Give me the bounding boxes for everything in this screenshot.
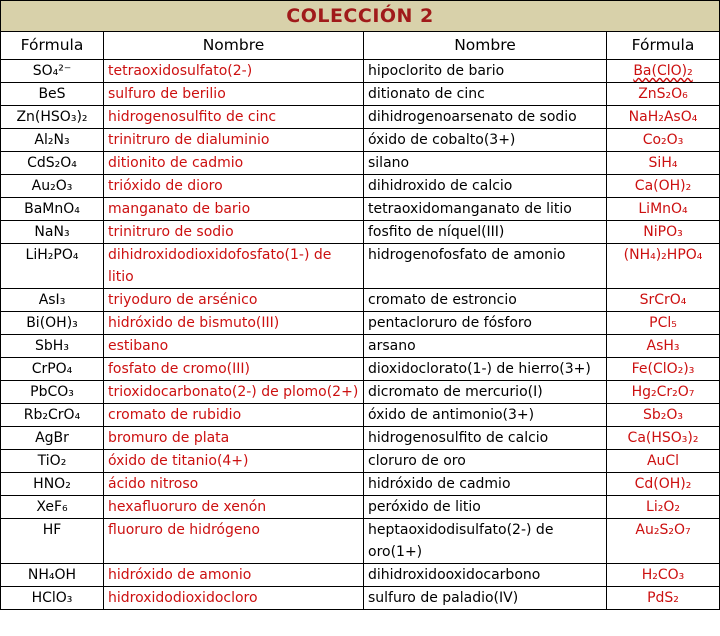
formula-cell bbox=[1, 496, 104, 519]
name-cell bbox=[364, 450, 607, 473]
formula-answer-cell-text: Cd(OH)₂ bbox=[634, 476, 692, 492]
formula-cell-text: Al₂N₃ bbox=[34, 132, 70, 148]
formula-cell bbox=[1, 244, 104, 289]
name-answer-cell bbox=[104, 427, 364, 450]
formula-cell bbox=[1, 129, 104, 152]
formula-answer-cell-text: Ca(HSO₃)₂ bbox=[627, 430, 699, 446]
name-answer-cell bbox=[104, 496, 364, 519]
formula-cell-text: Rb₂CrO₄ bbox=[23, 407, 81, 423]
name-answer-cell bbox=[104, 244, 364, 289]
formula-answer-cell bbox=[607, 564, 720, 587]
formula-cell bbox=[1, 381, 104, 404]
formula-cell bbox=[1, 152, 104, 175]
name-answer-cell-text: trióxido de dioro bbox=[108, 178, 223, 194]
formula-cell bbox=[1, 335, 104, 358]
name-cell-text: pentacloruro de fósforo bbox=[368, 315, 532, 331]
name-cell-text: hidróxido de cadmio bbox=[368, 476, 511, 492]
formula-cell-text: HClO₃ bbox=[31, 590, 73, 606]
name-answer-cell bbox=[104, 198, 364, 221]
formula-cell bbox=[1, 106, 104, 129]
name-cell-text: óxido de antimonio(3+) bbox=[368, 407, 535, 423]
formula-answer-cell-text: NaH₂AsO₄ bbox=[628, 109, 698, 125]
formula-answer-cell-text: AsH₃ bbox=[646, 338, 680, 354]
formula-answer-cell-text: SrCrO₄ bbox=[639, 292, 687, 308]
name-cell bbox=[364, 221, 607, 244]
name-answer-cell-text: manganato de bario bbox=[108, 201, 251, 217]
name-answer-cell bbox=[104, 221, 364, 244]
formula-answer-cell bbox=[607, 450, 720, 473]
formula-answer-cell-text: SiH₄ bbox=[648, 155, 678, 171]
name-cell bbox=[364, 381, 607, 404]
formula-answer-cell-text: Ba(ClO)₂ bbox=[633, 63, 693, 79]
name-cell-text: dihidrogenoarsenato de sodio bbox=[368, 109, 577, 125]
name-answer-cell-text: hexafluoruro de xenón bbox=[108, 499, 267, 515]
formula-cell bbox=[1, 198, 104, 221]
name-answer-cell-text: triyoduro de arsénico bbox=[108, 292, 258, 308]
table-row bbox=[1, 312, 720, 335]
name-answer-cell-text: óxido de titanio(4+) bbox=[108, 453, 249, 469]
formula-cell-text: CdS₂O₄ bbox=[27, 155, 77, 171]
formula-cell bbox=[1, 358, 104, 381]
formula-cell bbox=[1, 473, 104, 496]
name-answer-cell bbox=[104, 312, 364, 335]
formula-cell bbox=[1, 519, 104, 564]
table-title: COLECCIÓN 2 bbox=[1, 1, 720, 32]
name-answer-cell-text: bromuro de plata bbox=[108, 430, 230, 446]
formula-answer-cell bbox=[607, 358, 720, 381]
name-answer-cell-text: ditionito de cadmio bbox=[108, 155, 244, 171]
name-answer-cell bbox=[104, 381, 364, 404]
name-cell bbox=[364, 106, 607, 129]
formula-answer-cell bbox=[607, 198, 720, 221]
formula-cell-text: TiO₂ bbox=[37, 453, 67, 469]
header-name-1: Nombre bbox=[104, 32, 364, 60]
header-formula-1: Fórmula bbox=[1, 32, 104, 60]
formula-answer-cell bbox=[607, 519, 720, 564]
formula-cell-text: SbH₃ bbox=[35, 338, 69, 354]
formula-answer-cell bbox=[607, 289, 720, 312]
name-cell bbox=[364, 587, 607, 610]
name-cell bbox=[364, 358, 607, 381]
formula-cell-text: SO₄²⁻ bbox=[32, 63, 72, 79]
formula-answer-cell-text: ZnS₂O₆ bbox=[638, 86, 688, 102]
name-cell-text: óxido de cobalto(3+) bbox=[368, 132, 516, 148]
table-row bbox=[1, 83, 720, 106]
formula-answer-cell bbox=[607, 587, 720, 610]
formula-answer-cell bbox=[607, 404, 720, 427]
formula-answer-cell-text: Co₂O₃ bbox=[642, 132, 684, 148]
formula-cell-text: Zn(HSO₃)₂ bbox=[16, 109, 88, 125]
name-answer-cell-text: fosfato de cromo(III) bbox=[108, 361, 250, 377]
table-row bbox=[1, 244, 720, 289]
formula-cell bbox=[1, 427, 104, 450]
name-answer-cell bbox=[104, 335, 364, 358]
formula-answer-cell bbox=[607, 83, 720, 106]
name-cell bbox=[364, 564, 607, 587]
name-cell-text: hidrogenosulfito de calcio bbox=[368, 430, 549, 446]
title-row bbox=[1, 1, 720, 32]
formula-answer-cell bbox=[607, 129, 720, 152]
name-answer-cell bbox=[104, 587, 364, 610]
name-answer-cell bbox=[104, 152, 364, 175]
name-answer-cell bbox=[104, 358, 364, 381]
name-cell bbox=[364, 198, 607, 221]
table-row bbox=[1, 404, 720, 427]
name-answer-cell bbox=[104, 450, 364, 473]
formula-cell bbox=[1, 83, 104, 106]
name-answer-cell-text: fluoruro de hidrógeno bbox=[108, 522, 260, 538]
name-cell-text: dioxidoclorato(1-) de hierro(3+) bbox=[368, 361, 591, 377]
name-cell-text: silano bbox=[368, 155, 410, 171]
name-answer-cell-text: ácido nitroso bbox=[108, 476, 199, 492]
formula-answer-cell-text: AuCl bbox=[646, 453, 680, 469]
name-cell-text: peróxido de litio bbox=[368, 499, 481, 515]
formula-cell bbox=[1, 587, 104, 610]
formula-cell bbox=[1, 175, 104, 198]
name-answer-cell bbox=[104, 106, 364, 129]
name-cell bbox=[364, 473, 607, 496]
name-cell-text: tetraoxidomanganato de litio bbox=[368, 201, 572, 217]
name-cell-text: hidrogenofosfato de amonio bbox=[368, 247, 566, 263]
table-row bbox=[1, 358, 720, 381]
formula-cell-text: XeF₆ bbox=[36, 499, 68, 515]
formula-answer-cell-text: LiMnO₄ bbox=[638, 201, 688, 217]
formula-answer-cell bbox=[607, 496, 720, 519]
table-row bbox=[1, 587, 720, 610]
name-answer-cell bbox=[104, 289, 364, 312]
formula-cell-text: BaMnO₄ bbox=[24, 201, 80, 217]
formula-cell bbox=[1, 564, 104, 587]
table-body bbox=[1, 60, 720, 610]
table-row bbox=[1, 221, 720, 244]
formula-answer-cell bbox=[607, 106, 720, 129]
formula-cell-text: LiH₂PO₄ bbox=[25, 247, 79, 263]
name-cell bbox=[364, 244, 607, 289]
table-row bbox=[1, 427, 720, 450]
formula-answer-cell bbox=[607, 152, 720, 175]
name-cell bbox=[364, 404, 607, 427]
name-cell-text: dihidroxidooxidocarbono bbox=[368, 567, 541, 583]
table-row bbox=[1, 106, 720, 129]
name-cell bbox=[364, 289, 607, 312]
header-row bbox=[1, 32, 720, 60]
formula-cell-text: BeS bbox=[38, 86, 66, 102]
formula-answer-cell bbox=[607, 175, 720, 198]
formula-answer-cell-text: PCl₅ bbox=[649, 315, 677, 331]
table-row bbox=[1, 564, 720, 587]
name-cell bbox=[364, 129, 607, 152]
formula-answer-cell bbox=[607, 427, 720, 450]
formula-answer-cell bbox=[607, 473, 720, 496]
name-answer-cell bbox=[104, 129, 364, 152]
formula-answer-cell bbox=[607, 312, 720, 335]
name-answer-cell-text: tetraoxidosulfato(2-) bbox=[108, 63, 253, 79]
formula-cell bbox=[1, 404, 104, 427]
name-answer-cell bbox=[104, 60, 364, 83]
name-answer-cell-text: sulfuro de berilio bbox=[108, 86, 226, 102]
formula-answer-cell-text: Li₂O₂ bbox=[646, 499, 680, 515]
formula-cell bbox=[1, 221, 104, 244]
name-cell bbox=[364, 152, 607, 175]
formula-answer-cell-text: PdS₂ bbox=[647, 590, 679, 606]
name-answer-cell bbox=[104, 404, 364, 427]
table-row bbox=[1, 175, 720, 198]
formula-cell bbox=[1, 289, 104, 312]
formula-cell-text: PbCO₃ bbox=[30, 384, 74, 400]
name-cell-text: dicromato de mercurio(I) bbox=[368, 384, 543, 400]
name-cell-text: sulfuro de paladio(IV) bbox=[368, 590, 519, 606]
formula-answer-cell-text: Ca(OH)₂ bbox=[634, 178, 692, 194]
formula-cell-text: HNO₂ bbox=[33, 476, 71, 492]
name-cell-text: dihidroxido de calcio bbox=[368, 178, 513, 194]
table-row bbox=[1, 496, 720, 519]
name-answer-cell bbox=[104, 564, 364, 587]
formula-cell-text: HF bbox=[42, 522, 62, 538]
formula-cell-text: Bi(OH)₃ bbox=[26, 315, 78, 331]
name-cell bbox=[364, 60, 607, 83]
formula-answer-cell-text: Sb₂O₃ bbox=[643, 407, 684, 423]
table-row bbox=[1, 381, 720, 404]
name-cell-text: cromato de estroncio bbox=[368, 292, 517, 308]
formula-answer-cell bbox=[607, 335, 720, 358]
formula-answer-cell bbox=[607, 221, 720, 244]
header-name-2: Nombre bbox=[364, 32, 607, 60]
formula-cell bbox=[1, 450, 104, 473]
name-cell bbox=[364, 83, 607, 106]
name-cell bbox=[364, 175, 607, 198]
name-answer-cell bbox=[104, 473, 364, 496]
table-row bbox=[1, 519, 720, 564]
table-row bbox=[1, 152, 720, 175]
formula-answer-cell bbox=[607, 244, 720, 289]
name-cell bbox=[364, 335, 607, 358]
name-cell-text: arsano bbox=[368, 338, 416, 354]
formula-cell-text: NaN₃ bbox=[34, 224, 70, 240]
table-row bbox=[1, 60, 720, 83]
header-formula-2: Fórmula bbox=[607, 32, 720, 60]
name-answer-cell-text: hidróxido de amonio bbox=[108, 567, 252, 583]
formula-cell-text: NH₄OH bbox=[27, 567, 77, 583]
name-answer-cell-text: dihidroxidodioxidofosfato(1-) de litio bbox=[108, 247, 332, 285]
formula-cell bbox=[1, 312, 104, 335]
table-row bbox=[1, 473, 720, 496]
name-cell-text: ditionato de cinc bbox=[368, 86, 485, 102]
name-answer-cell-text: estibano bbox=[108, 338, 169, 354]
table-row bbox=[1, 450, 720, 473]
name-answer-cell-text: trioxidocarbonato(2-) de plomo(2+) bbox=[108, 384, 359, 400]
name-answer-cell-text: trinitruro de sodio bbox=[108, 224, 234, 240]
formula-answer-cell bbox=[607, 60, 720, 83]
name-answer-cell-text: trinitruro de dialuminio bbox=[108, 132, 270, 148]
name-cell bbox=[364, 427, 607, 450]
name-cell bbox=[364, 312, 607, 335]
name-cell bbox=[364, 519, 607, 564]
name-answer-cell bbox=[104, 83, 364, 106]
name-cell-text: cloruro de oro bbox=[368, 453, 466, 469]
formula-answer-cell-text: NiPO₃ bbox=[643, 224, 683, 240]
table-row bbox=[1, 129, 720, 152]
table-row bbox=[1, 335, 720, 358]
name-answer-cell-text: cromato de rubidio bbox=[108, 407, 242, 423]
table-row bbox=[1, 198, 720, 221]
formula-cell-text: Au₂O₃ bbox=[31, 178, 73, 194]
name-cell bbox=[364, 496, 607, 519]
name-answer-cell-text: hidróxido de bismuto(III) bbox=[108, 315, 280, 331]
formula-answer-cell-text: (NH₄)₂HPO₄ bbox=[623, 247, 703, 263]
name-cell-text: heptaoxidodisulfato(2-) de oro(1+) bbox=[368, 522, 554, 560]
formula-cell-text: CrPO₄ bbox=[31, 361, 73, 377]
formula-answer-cell-text: Fe(ClO₂)₃ bbox=[631, 361, 695, 377]
formula-answer-cell-text: H₂CO₃ bbox=[641, 567, 685, 583]
name-cell-text: hipoclorito de bario bbox=[368, 63, 505, 79]
name-answer-cell-text: hidroxidodioxidocloro bbox=[108, 590, 258, 606]
formula-answer-cell-text: Au₂S₂O₇ bbox=[635, 522, 691, 538]
formula-cell-text: AsI₃ bbox=[38, 292, 66, 308]
formula-cell bbox=[1, 60, 104, 83]
name-cell-text: fosfito de níquel(III) bbox=[368, 224, 505, 240]
name-answer-cell bbox=[104, 175, 364, 198]
name-answer-cell-text: hidrogenosulfito de cinc bbox=[108, 109, 277, 125]
table-row bbox=[1, 289, 720, 312]
formula-answer-cell-text: Hg₂Cr₂O₇ bbox=[631, 384, 695, 400]
formula-answer-cell bbox=[607, 381, 720, 404]
formula-cell-text: AgBr bbox=[35, 430, 69, 446]
name-answer-cell bbox=[104, 519, 364, 564]
